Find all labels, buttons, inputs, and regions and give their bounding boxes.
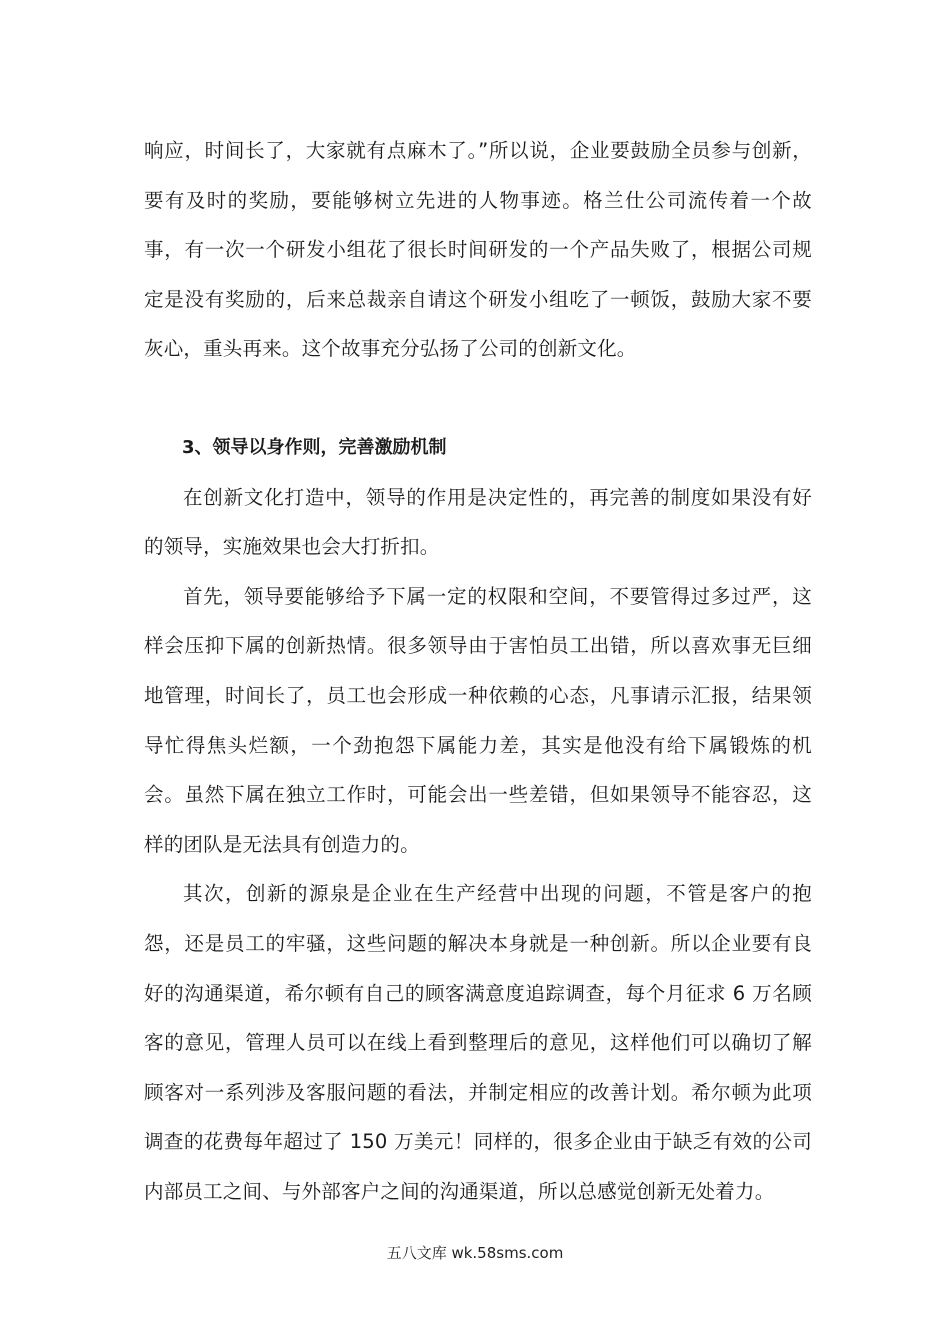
section-heading: 3、领导以身作则，完善激励机制 xyxy=(182,436,447,458)
section-spacer xyxy=(144,374,812,423)
paragraph-second-point: 其次，创新的源泉是企业在生产经营中出现的问题，不管是客户的抱怨，还是员工的牢骚，这些问题的解决本身就是一种创新。所以企业要有良好的沟通渠道，希尔顿有自己的顾客满意度追踪调查，每个月征求 6 万名顾客的意见，管理人员可以在线上看到整理后的意见，这样他们可以确切了解顾客对一系列涉及客服问题的看法，并制定相应的改善计划。希尔顿为此项调查的花费每年超过了 150 万美元！同样的，很多企业由于缺乏有效的公司内部员工之间、与外部客户之间的沟通渠道，所以总感觉创新无处着力。 xyxy=(144,882,812,1203)
footer-watermark: 五八文库 wk.58sms.com xyxy=(386,1244,564,1262)
document-body xyxy=(144,126,812,1216)
paragraph-leadership-role: 在创新文化打造中，领导的作用是决定性的，再完善的制度如果没有好的领导，实施效果也会大打折扣。 xyxy=(144,485,812,559)
paragraph-innovation-story: 响应，时间长了，大家就有点麻木了。”所以说，企业要鼓励全员参与创新，要有及时的奖励，要能够树立先进的人物事迹。格兰仕公司流传着一个故事，有一次一个研发小组花了很长时间研发的一个产品失败了，根据公司规定是没有奖励的，后来总裁亲自请这个研发小组吃了一顿饭，鼓励大家不要灰心，重头再来。这个故事充分弘扬了公司的创新文化。 xyxy=(144,139,812,361)
paragraph-first-point: 首先，领导要能够给予下属一定的权限和空间，不要管得过多过严，这样会压抑下属的创新热情。很多领导由于害怕员工出错，所以喜欢事无巨细地管理，时间长了，员工也会形成一种依赖的心态，凡事请示汇报，结果领导忙得焦头烂额，一个劲抱怨下属能力差，其实是他没有给下属锻炼的机会。虽然下属在独立工作时，可能会出一些差错，但如果领导不能容忍，这样的团队是无法具有创造力的。 xyxy=(144,584,812,856)
